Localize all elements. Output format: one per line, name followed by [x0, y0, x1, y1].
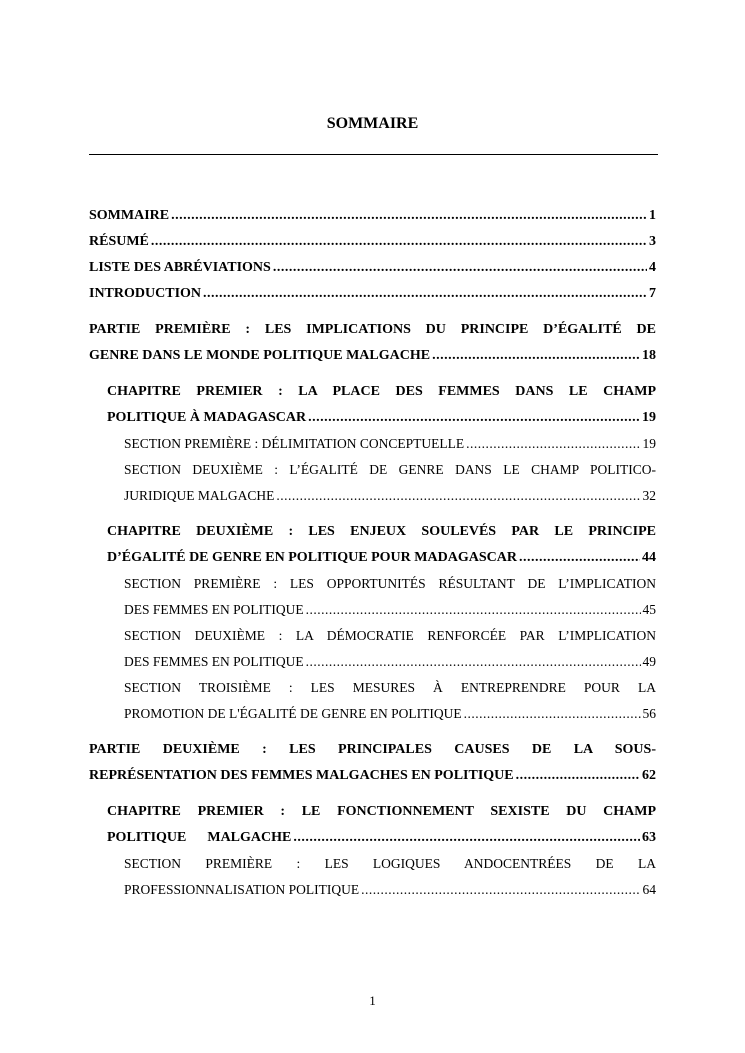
toc-entry-section-deuxieme-democratie[interactable]: [124, 623, 656, 675]
toc-entry-text-line1: CHAPITRE DEUXIÈME : LES ENJEUX SOULEVÉS PAR LE PRINCIPE: [107, 524, 656, 539]
toc-entry-text: INTRODUCTION: [89, 286, 202, 301]
leader-dots: [432, 343, 640, 369]
toc-entry-text-line1: PARTIE DEUXIÈME : LES PRINCIPALES CAUSES DE LA SOUS-: [89, 742, 656, 757]
toc-entry-text-line1: CHAPITRE PREMIER : LE FONCTIONNEMENT SEXISTE DU CHAMP: [107, 804, 656, 819]
page-title: SOMMAIRE: [326, 115, 419, 132]
toc-entry-text-line1: SECTION DEUXIÈME : L’ÉGALITÉ DE GENRE DANS LE CHAMP POLITICO-: [124, 462, 656, 477]
toc-entry-section-premiere[interactable]: [124, 431, 656, 457]
leader-dots: [361, 877, 640, 903]
table-of-contents: [89, 203, 656, 903]
toc-entry-partie-premiere[interactable]: [89, 317, 656, 369]
toc-entry-text-line1: PARTIE PREMIÈRE : LES IMPLICATIONS DU PRINCIPE D’ÉGALITÉ DE: [89, 322, 656, 337]
toc-page-number: 18: [642, 348, 656, 363]
toc-entry-text: SECTION PREMIÈRE : DÉLIMITATION CONCEPTUELLE: [124, 436, 465, 451]
toc-entry-section-deuxieme[interactable]: [124, 457, 656, 509]
toc-entry-text: POLITIQUE MALGACHE: [107, 830, 292, 845]
toc-page-number: 32: [642, 488, 656, 503]
leader-dots: [519, 545, 640, 571]
toc-entry-text: DES FEMMES EN POLITIQUE: [124, 654, 304, 669]
toc-entry-text: D’ÉGALITÉ DE GENRE EN POLITIQUE POUR MADAGASCAR: [107, 550, 517, 565]
toc-entry-partie-deuxieme[interactable]: [89, 737, 656, 789]
toc-entry-resume[interactable]: [89, 229, 656, 255]
toc-entry-sommaire[interactable]: [89, 203, 656, 229]
leader-dots: [151, 229, 647, 255]
toc-entry-text: DES FEMMES EN POLITIQUE: [124, 602, 304, 617]
leader-dots: [306, 597, 641, 623]
leader-dots: [516, 763, 640, 789]
toc-page-number: 45: [642, 602, 656, 617]
toc-page-number: 62: [642, 768, 656, 783]
leader-dots: [464, 701, 641, 727]
toc-page-number: 56: [642, 706, 656, 721]
toc-entry-text-line1: SECTION TROISIÈME : LES MESURES À ENTREPRENDRE POUR LA: [124, 680, 656, 695]
toc-entry-text-line1: CHAPITRE PREMIER : LA PLACE DES FEMMES DANS LE CHAMP: [107, 384, 656, 399]
toc-entry-text-line1: SECTION PREMIÈRE : LES LOGIQUES ANDOCENTRÉES DE LA: [124, 856, 656, 871]
toc-page-number: 19: [642, 436, 656, 451]
toc-entry-text: JURIDIQUE MALGACHE: [124, 488, 275, 503]
toc-entry-section-premiere-opportunites[interactable]: [124, 571, 656, 623]
leader-dots: [276, 483, 640, 509]
leader-dots: [466, 431, 640, 457]
toc-entry-text: SOMMAIRE: [89, 208, 170, 223]
toc-page-number: 4: [649, 260, 656, 275]
page-number: 1: [369, 993, 376, 1008]
toc-entry-text: POLITIQUE À MADAGASCAR: [107, 410, 307, 425]
toc-entry-text-line1: SECTION PREMIÈRE : LES OPPORTUNITÉS RÉSULTANT DE L’IMPLICATION: [124, 576, 656, 591]
leader-dots: [203, 281, 647, 307]
toc-entry-chapitre-deuxieme[interactable]: [107, 519, 656, 571]
leader-dots: [308, 405, 640, 431]
toc-page-number: 19: [642, 410, 656, 425]
toc-entry-text: RÉSUMÉ: [89, 234, 149, 249]
toc-entry-abreviations[interactable]: [89, 255, 656, 281]
toc-entry-introduction[interactable]: [89, 281, 656, 307]
toc-entry-text: LISTE DES ABRÉVIATIONS: [89, 260, 271, 275]
toc-page-number: 44: [642, 550, 656, 565]
toc-entry-text: GENRE DANS LE MONDE POLITIQUE MALGACHE: [89, 348, 431, 363]
toc-page-number: 49: [642, 654, 656, 669]
leader-dots: [293, 825, 640, 851]
toc-entry-chapitre-premier[interactable]: [107, 379, 656, 431]
toc-entry-text-line1: SECTION DEUXIÈME : LA DÉMOCRATIE RENFORCÉE PAR L’IMPLICATION: [124, 628, 656, 643]
leader-dots: [171, 203, 647, 229]
toc-page-number: 7: [649, 286, 656, 301]
title-divider: [89, 154, 658, 155]
toc-entry-section-troisieme[interactable]: [124, 675, 656, 727]
toc-page-number: 64: [642, 882, 656, 897]
toc-page-number: 3: [649, 234, 656, 249]
toc-entry-text: REPRÉSENTATION DES FEMMES MALGACHES EN POLITIQUE: [89, 768, 514, 783]
toc-entry-text: PROFESSIONNALISATION POLITIQUE: [124, 882, 360, 897]
toc-page-number: 63: [642, 830, 656, 845]
toc-entry-chapitre-premier-sexiste[interactable]: [107, 799, 656, 851]
toc-page-number: 1: [649, 208, 656, 223]
toc-entry-section-premiere-logiques[interactable]: [124, 851, 656, 903]
toc-entry-text: PROMOTION DE L'ÉGALITÉ DE GENRE EN POLITIQUE: [124, 706, 462, 721]
leader-dots: [273, 255, 647, 281]
leader-dots: [306, 649, 641, 675]
